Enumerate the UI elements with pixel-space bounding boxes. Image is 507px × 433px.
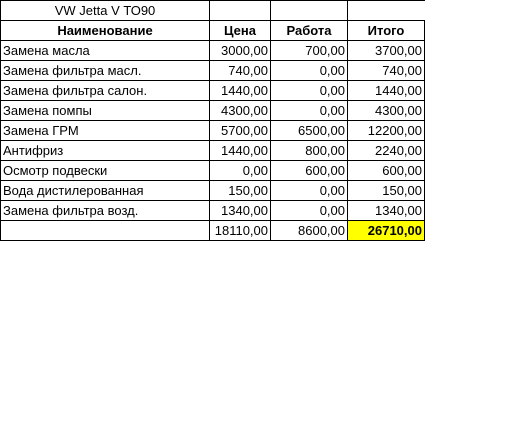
item-work[interactable]: 0,00 (271, 101, 348, 121)
table-row (1, 101, 425, 121)
header-row (1, 21, 425, 41)
table-row (1, 41, 425, 61)
totals-row (1, 221, 425, 241)
table-row (1, 81, 425, 101)
item-work[interactable]: 800,00 (271, 141, 348, 161)
item-total[interactable]: 4300,00 (348, 101, 425, 121)
item-name[interactable]: Замена ГРМ (1, 121, 210, 141)
item-total[interactable]: 150,00 (348, 181, 425, 201)
item-price[interactable]: 3000,00 (210, 41, 271, 61)
table-row (1, 61, 425, 81)
header-work[interactable]: Работа (271, 21, 348, 41)
item-name[interactable]: Вода дистилерованная (1, 181, 210, 201)
title-row (1, 1, 425, 21)
header-price[interactable]: Цена (210, 21, 271, 41)
table-row (1, 161, 425, 181)
item-name[interactable]: Замена помпы (1, 101, 210, 121)
table-row (1, 141, 425, 161)
item-total[interactable]: 2240,00 (348, 141, 425, 161)
item-total[interactable]: 600,00 (348, 161, 425, 181)
item-price[interactable]: 1440,00 (210, 141, 271, 161)
header-name[interactable]: Наименование (1, 21, 210, 41)
cost-table (0, 0, 425, 241)
item-name[interactable]: Замена фильтра салон. (1, 81, 210, 101)
item-price[interactable]: 4300,00 (210, 101, 271, 121)
item-work[interactable]: 0,00 (271, 181, 348, 201)
item-price[interactable]: 740,00 (210, 61, 271, 81)
item-name[interactable]: Замена фильтра масл. (1, 61, 210, 81)
item-name[interactable]: Замена масла (1, 41, 210, 61)
item-price[interactable]: 150,00 (210, 181, 271, 201)
item-work[interactable]: 0,00 (271, 61, 348, 81)
totals-work[interactable]: 8600,00 (271, 221, 348, 241)
item-work[interactable]: 700,00 (271, 41, 348, 61)
table-row (1, 201, 425, 221)
item-name[interactable]: Осмотр подвески (1, 161, 210, 181)
item-price[interactable]: 1340,00 (210, 201, 271, 221)
item-total[interactable]: 740,00 (348, 61, 425, 81)
blank-cell[interactable] (210, 1, 271, 21)
blank-cell[interactable] (271, 1, 348, 21)
item-total[interactable]: 12200,00 (348, 121, 425, 141)
table-row (1, 181, 425, 201)
totals-label-cell[interactable] (1, 221, 210, 241)
header-total[interactable]: Итого (348, 21, 425, 41)
grand-total[interactable]: 26710,00 (348, 221, 425, 241)
totals-price[interactable]: 18110,00 (210, 221, 271, 241)
item-price[interactable]: 5700,00 (210, 121, 271, 141)
item-price[interactable]: 0,00 (210, 161, 271, 181)
item-work[interactable]: 600,00 (271, 161, 348, 181)
item-total[interactable]: 1440,00 (348, 81, 425, 101)
item-total[interactable]: 3700,00 (348, 41, 425, 61)
item-work[interactable]: 0,00 (271, 81, 348, 101)
item-name[interactable]: Антифриз (1, 141, 210, 161)
table-row (1, 121, 425, 141)
item-work[interactable]: 6500,00 (271, 121, 348, 141)
blank-cell[interactable] (348, 1, 425, 21)
item-name[interactable]: Замена фильтра возд. (1, 201, 210, 221)
table-title[interactable]: VW Jetta V ТО90 (1, 1, 210, 21)
item-total[interactable]: 1340,00 (348, 201, 425, 221)
item-work[interactable]: 0,00 (271, 201, 348, 221)
item-price[interactable]: 1440,00 (210, 81, 271, 101)
